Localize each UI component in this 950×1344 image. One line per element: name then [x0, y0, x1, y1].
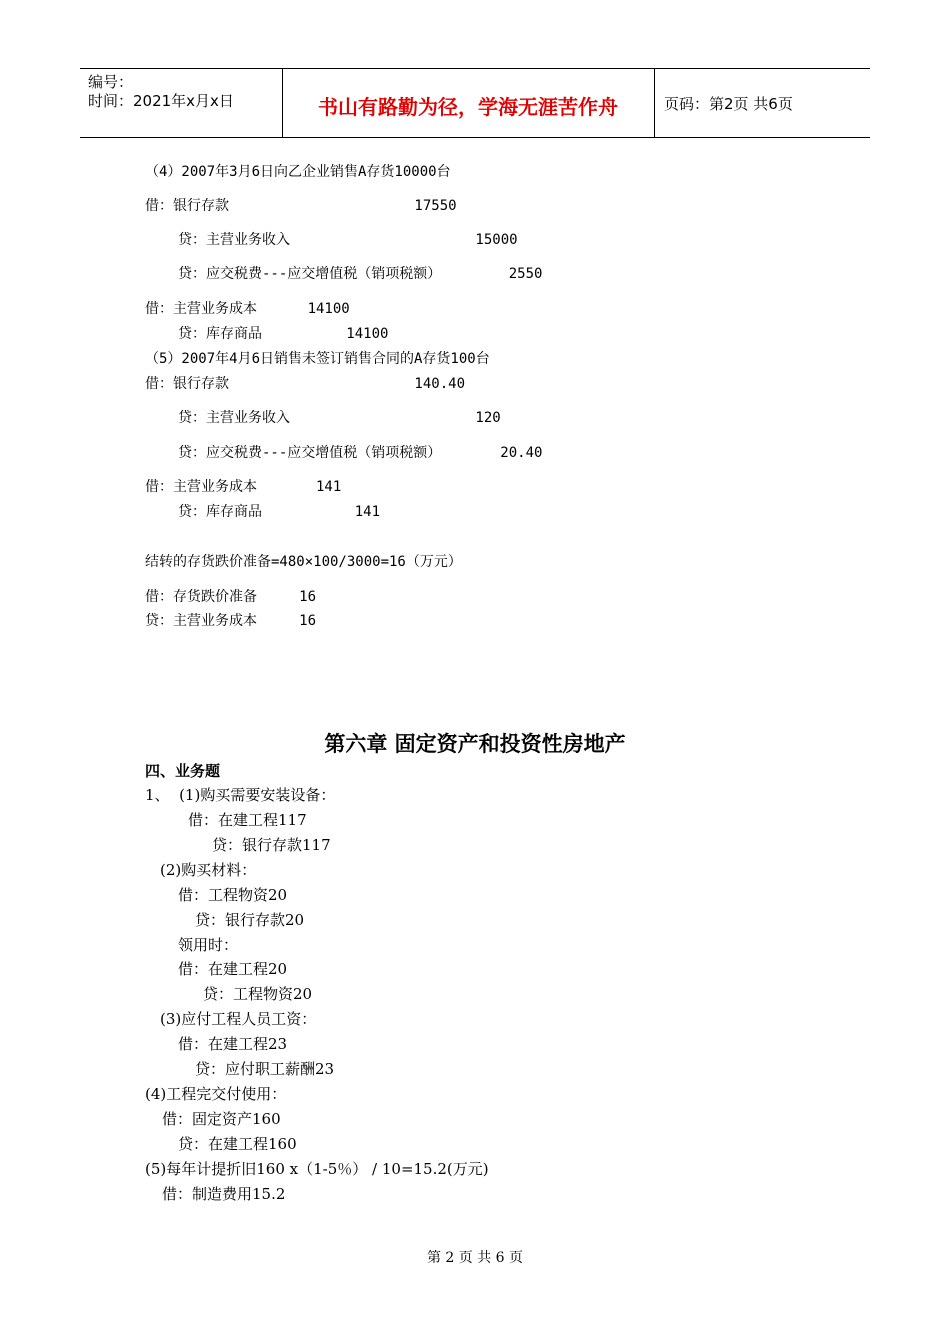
- body-line: 借：固定资产160: [162, 1110, 281, 1128]
- entry-line: 贷：应交税费---应交增值税（销项税额） 20.40: [178, 445, 543, 461]
- body-line: 借：工程物资20: [178, 886, 288, 904]
- body-line: 借：在建工程117: [188, 811, 307, 829]
- section-title: 四、业务题: [145, 762, 221, 780]
- chapter-title: 第六章 固定资产和投资性房地产: [324, 732, 626, 756]
- doc-time-label: 时间：2021年x月x日: [88, 92, 234, 110]
- entry-line: 借：存货跌价准备 16: [145, 589, 317, 605]
- entry-line: 借：主营业务成本 141: [145, 479, 342, 495]
- body-line: 贷：银行存款117: [212, 836, 331, 854]
- body-line: 借：在建工程23: [178, 1035, 288, 1053]
- entry-line: 借：主营业务成本 14100: [145, 301, 350, 317]
- page-footer: 第 2 页 共 6 页: [426, 1250, 524, 1266]
- entry-line: 借：银行存款 140.40: [145, 376, 466, 392]
- body-line: 贷：工程物资20: [203, 985, 313, 1003]
- header-motto: 书山有路勤为径，学海无涯苦作舟: [318, 95, 618, 119]
- body-line: 1、 (1)购买需要安装设备：: [145, 786, 336, 804]
- body-line: (3)应付工程人员工资：: [160, 1010, 317, 1028]
- entry-line: （5）2007年4月6日销售未签订销售合同的A存货100台: [145, 351, 490, 367]
- body-line: (5)每年计提折旧160 x（1-5％） / 10=15.2(万元): [145, 1160, 489, 1178]
- doc-number-label: 编号：: [88, 73, 134, 91]
- entry-line: 贷：主营业务成本 16: [145, 613, 317, 629]
- entry-line: 贷：应交税费---应交增值税（销项税额） 2550: [178, 266, 543, 282]
- body-line: 借：制造费用15.2: [162, 1185, 286, 1203]
- page-header: [80, 68, 870, 138]
- header-meta: [88, 73, 234, 111]
- entry-line: 贷：主营业务收入 15000: [178, 232, 518, 248]
- entry-line: 借：银行存款 17550: [145, 198, 457, 214]
- body-line: 贷：在建工程160: [178, 1135, 297, 1153]
- body-line: 借：在建工程20: [178, 960, 288, 978]
- entry-line: 结转的存货跌价准备=480×100/3000=16（万元）: [145, 554, 462, 570]
- body-line: 领用时：: [178, 936, 239, 954]
- entry-line: 贷：库存商品 141: [178, 504, 381, 520]
- body-line: 贷：应付职工薪酬23: [195, 1060, 335, 1078]
- entry-line: 贷：主营业务收入 120: [178, 410, 501, 426]
- header-divider: [654, 69, 655, 137]
- body-line: (2)购买材料：: [160, 861, 257, 879]
- body-line: 贷：银行存款20: [195, 911, 305, 929]
- header-page-info: 页码：第2页 共6页: [664, 95, 793, 113]
- body-line: (4)工程完交付使用：: [145, 1085, 287, 1103]
- entry-line: 贷：库存商品 14100: [178, 326, 389, 342]
- entry-line: （4）2007年3月6日向乙企业销售A存货10000台: [145, 164, 451, 180]
